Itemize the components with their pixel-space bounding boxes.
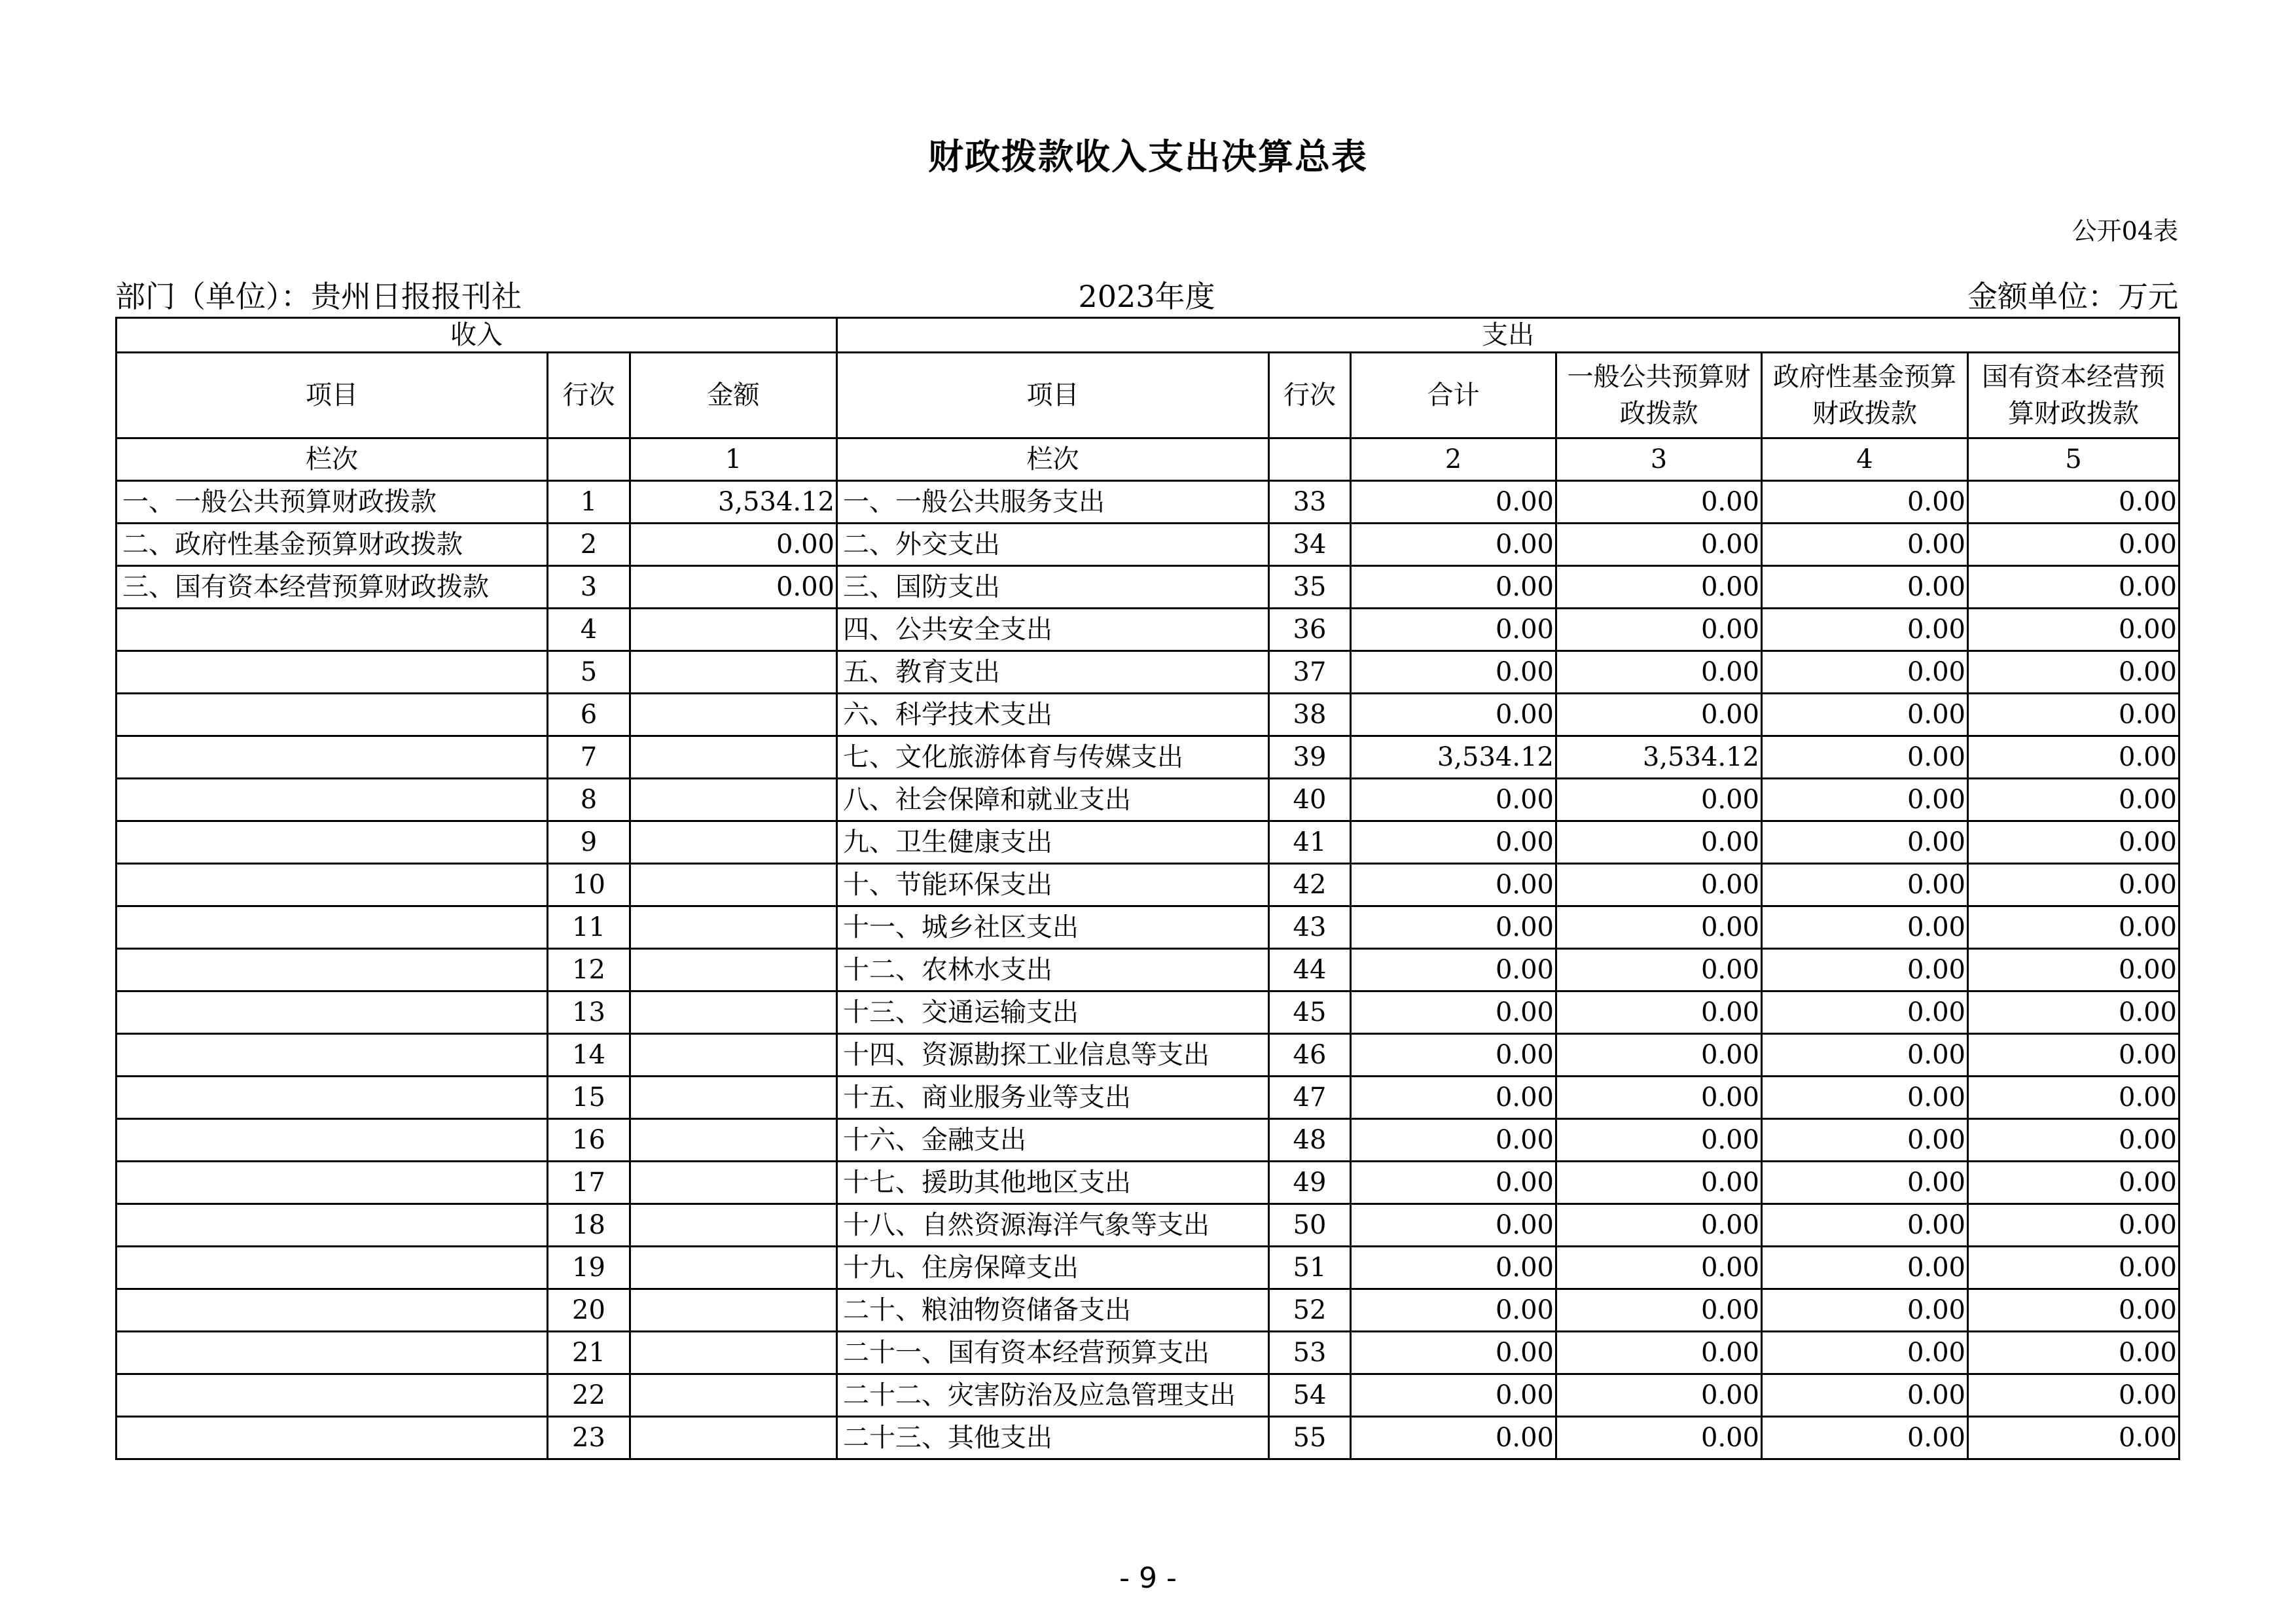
expense-item-cell: 十七、援助其他地区支出 <box>837 1162 1269 1204</box>
fund-budget-cell: 0.00 <box>1762 1289 1968 1332</box>
state-capital-cell: 0.00 <box>1968 651 2179 694</box>
income-item-cell <box>117 1332 548 1374</box>
income-amount-cell <box>630 1374 837 1417</box>
table-row <box>117 1417 2179 1459</box>
state-capital-cell: 0.00 <box>1968 1417 2179 1459</box>
appropriation-table <box>115 317 2180 1460</box>
fund-budget-cell: 0.00 <box>1762 821 1968 864</box>
state-capital-cell: 0.00 <box>1968 524 2179 566</box>
expense-line-cell: 46 <box>1269 1034 1351 1077</box>
income-amount-cell <box>630 1119 837 1162</box>
total-cell: 0.00 <box>1351 1119 1556 1162</box>
income-line-cell: 3 <box>548 566 630 609</box>
general-budget-cell: 0.00 <box>1556 949 1762 991</box>
income-item-cell <box>117 1162 548 1204</box>
expense-item-cell: 二十一、国有资本经营预算支出 <box>837 1332 1269 1374</box>
general-budget-cell: 0.00 <box>1556 1077 1762 1119</box>
table-row <box>117 864 2179 906</box>
general-budget-cell: 0.00 <box>1556 991 1762 1034</box>
table-row <box>117 779 2179 821</box>
general-budget-header: 一般公共预算财政拨款 <box>1556 353 1762 438</box>
income-line-cell: 23 <box>548 1417 630 1459</box>
table-row <box>117 1289 2179 1332</box>
general-budget-cell: 0.00 <box>1556 779 1762 821</box>
fund-budget-cell: 0.00 <box>1762 779 1968 821</box>
expense-item-cell: 八、社会保障和就业支出 <box>837 779 1269 821</box>
section-header-row <box>117 318 2179 353</box>
column-number: 2 <box>1351 438 1556 481</box>
fund-budget-header: 政府性基金预算财政拨款 <box>1762 353 1968 438</box>
fund-budget-cell: 0.00 <box>1762 949 1968 991</box>
income-item-cell <box>117 821 548 864</box>
total-cell: 0.00 <box>1351 1332 1556 1374</box>
income-line-cell: 17 <box>548 1162 630 1204</box>
income-amount-cell: 0.00 <box>630 524 837 566</box>
income-item-cell <box>117 1034 548 1077</box>
expense-line-header: 行次 <box>1269 353 1351 438</box>
income-line-cell: 15 <box>548 1077 630 1119</box>
table-row <box>117 1119 2179 1162</box>
fund-budget-cell: 0.00 <box>1762 566 1968 609</box>
expense-line-cell: 37 <box>1269 651 1351 694</box>
expense-line-cell: 48 <box>1269 1119 1351 1162</box>
income-line-cell: 5 <box>548 651 630 694</box>
expense-line-cell: 42 <box>1269 864 1351 906</box>
state-capital-cell: 0.00 <box>1968 1247 2179 1289</box>
expense-line-cell: 34 <box>1269 524 1351 566</box>
income-line-cell: 6 <box>548 694 630 736</box>
column-blank <box>1269 438 1351 481</box>
state-capital-cell: 0.00 <box>1968 1034 2179 1077</box>
fund-budget-cell: 0.00 <box>1762 991 1968 1034</box>
fund-budget-cell: 0.00 <box>1762 1247 1968 1289</box>
fund-budget-cell: 0.00 <box>1762 864 1968 906</box>
state-capital-cell: 0.00 <box>1968 1162 2179 1204</box>
expense-line-cell: 38 <box>1269 694 1351 736</box>
income-amount-cell <box>630 1034 837 1077</box>
income-amount-cell: 3,534.12 <box>630 481 837 524</box>
expense-item-cell: 五、教育支出 <box>837 651 1269 694</box>
column-number: 1 <box>630 438 837 481</box>
table-row <box>117 1247 2179 1289</box>
total-cell: 0.00 <box>1351 1077 1556 1119</box>
fund-budget-cell: 0.00 <box>1762 651 1968 694</box>
income-item-cell <box>117 736 548 779</box>
fund-budget-cell: 0.00 <box>1762 736 1968 779</box>
state-capital-cell: 0.00 <box>1968 821 2179 864</box>
income-item-cell: 三、国有资本经营预算财政拨款 <box>117 566 548 609</box>
state-capital-cell: 0.00 <box>1968 1332 2179 1374</box>
expense-item-cell: 一、一般公共服务支出 <box>837 481 1269 524</box>
column-label: 栏次 <box>117 438 548 481</box>
total-cell: 0.00 <box>1351 481 1556 524</box>
income-amount-cell <box>630 694 837 736</box>
income-item-cell <box>117 1417 548 1459</box>
state-capital-cell: 0.00 <box>1968 1077 2179 1119</box>
income-amount-cell <box>630 821 837 864</box>
income-amount-cell <box>630 1247 837 1289</box>
total-header: 合计 <box>1351 353 1556 438</box>
column-label: 栏次 <box>837 438 1269 481</box>
expense-line-cell: 52 <box>1269 1289 1351 1332</box>
state-capital-cell: 0.00 <box>1968 949 2179 991</box>
fund-budget-cell: 0.00 <box>1762 1034 1968 1077</box>
column-number: 5 <box>1968 438 2179 481</box>
table-row <box>117 821 2179 864</box>
column-header-row <box>117 353 2179 438</box>
expense-line-cell: 47 <box>1269 1077 1351 1119</box>
column-number: 3 <box>1556 438 1762 481</box>
income-item-cell <box>117 1289 548 1332</box>
income-line-cell: 10 <box>548 864 630 906</box>
expense-line-cell: 54 <box>1269 1374 1351 1417</box>
expense-item-cell: 十三、交通运输支出 <box>837 991 1269 1034</box>
table-row <box>117 1077 2179 1119</box>
table-row <box>117 1162 2179 1204</box>
income-item-cell <box>117 906 548 949</box>
general-budget-cell: 0.00 <box>1556 1332 1762 1374</box>
expense-line-cell: 41 <box>1269 821 1351 864</box>
total-cell: 0.00 <box>1351 566 1556 609</box>
state-capital-cell: 0.00 <box>1968 906 2179 949</box>
income-line-cell: 13 <box>548 991 630 1034</box>
expense-line-cell: 39 <box>1269 736 1351 779</box>
total-cell: 0.00 <box>1351 864 1556 906</box>
expense-item-header: 项目 <box>837 353 1269 438</box>
table-row <box>117 524 2179 566</box>
income-item-cell <box>117 1077 548 1119</box>
total-cell: 0.00 <box>1351 1162 1556 1204</box>
fund-budget-cell: 0.00 <box>1762 1332 1968 1374</box>
income-section-header: 收入 <box>117 318 837 353</box>
income-amount-cell: 0.00 <box>630 566 837 609</box>
department-label: 部门（单位）：贵州日报报刊社 <box>115 279 522 314</box>
expense-line-cell: 51 <box>1269 1247 1351 1289</box>
income-amount-cell <box>630 1289 837 1332</box>
total-cell: 0.00 <box>1351 991 1556 1034</box>
expense-section-header: 支出 <box>837 318 2179 353</box>
expense-line-cell: 36 <box>1269 609 1351 651</box>
general-budget-cell: 0.00 <box>1556 524 1762 566</box>
expense-line-cell: 44 <box>1269 949 1351 991</box>
income-line-cell: 1 <box>548 481 630 524</box>
state-capital-cell: 0.00 <box>1968 694 2179 736</box>
income-item-cell <box>117 609 548 651</box>
expense-line-cell: 40 <box>1269 779 1351 821</box>
income-item-cell <box>117 1119 548 1162</box>
income-item-cell <box>117 1247 548 1289</box>
expense-line-cell: 53 <box>1269 1332 1351 1374</box>
income-line-cell: 11 <box>548 906 630 949</box>
expense-line-cell: 45 <box>1269 991 1351 1034</box>
column-number-row <box>117 438 2179 481</box>
table-row <box>117 566 2179 609</box>
general-budget-cell: 0.00 <box>1556 481 1762 524</box>
income-line-cell: 20 <box>548 1289 630 1332</box>
total-cell: 0.00 <box>1351 1034 1556 1077</box>
income-line-cell: 21 <box>548 1332 630 1374</box>
general-budget-cell: 0.00 <box>1556 566 1762 609</box>
column-blank <box>548 438 630 481</box>
income-item-cell: 一、一般公共预算财政拨款 <box>117 481 548 524</box>
state-capital-cell: 0.00 <box>1968 481 2179 524</box>
total-cell: 0.00 <box>1351 1247 1556 1289</box>
income-line-cell: 22 <box>548 1374 630 1417</box>
fund-budget-cell: 0.00 <box>1762 1204 1968 1247</box>
income-line-cell: 7 <box>548 736 630 779</box>
income-item-cell <box>117 949 548 991</box>
general-budget-cell: 0.00 <box>1556 864 1762 906</box>
expense-line-cell: 35 <box>1269 566 1351 609</box>
general-budget-cell: 0.00 <box>1556 1119 1762 1162</box>
income-amount-cell <box>630 1332 837 1374</box>
expense-item-cell: 二十三、其他支出 <box>837 1417 1269 1459</box>
total-cell: 0.00 <box>1351 821 1556 864</box>
total-cell: 0.00 <box>1351 1289 1556 1332</box>
expense-item-cell: 十五、商业服务业等支出 <box>837 1077 1269 1119</box>
general-budget-cell: 0.00 <box>1556 694 1762 736</box>
income-item-cell: 二、政府性基金预算财政拨款 <box>117 524 548 566</box>
fund-budget-cell: 0.00 <box>1762 906 1968 949</box>
expense-line-cell: 55 <box>1269 1417 1351 1459</box>
expense-item-cell: 二十、粮油物资储备支出 <box>837 1289 1269 1332</box>
table-row <box>117 906 2179 949</box>
income-item-cell <box>117 1374 548 1417</box>
table-body <box>117 481 2179 1459</box>
state-capital-cell: 0.00 <box>1968 779 2179 821</box>
expense-line-cell: 43 <box>1269 906 1351 949</box>
expense-item-cell: 十八、自然资源海洋气象等支出 <box>837 1204 1269 1247</box>
state-capital-cell: 0.00 <box>1968 1289 2179 1332</box>
expense-item-cell: 二、外交支出 <box>837 524 1269 566</box>
expense-item-cell: 六、科学技术支出 <box>837 694 1269 736</box>
income-item-cell <box>117 991 548 1034</box>
general-budget-cell: 3,534.12 <box>1556 736 1762 779</box>
table-row <box>117 481 2179 524</box>
general-budget-cell: 0.00 <box>1556 1374 1762 1417</box>
total-cell: 0.00 <box>1351 949 1556 991</box>
income-line-cell: 12 <box>548 949 630 991</box>
income-line-cell: 4 <box>548 609 630 651</box>
income-item-cell <box>117 864 548 906</box>
income-line-cell: 2 <box>548 524 630 566</box>
income-item-header: 项目 <box>117 353 548 438</box>
fund-budget-cell: 0.00 <box>1762 524 1968 566</box>
expense-item-cell: 十二、农林水支出 <box>837 949 1269 991</box>
income-amount-cell <box>630 1162 837 1204</box>
expense-item-cell: 十、节能环保支出 <box>837 864 1269 906</box>
total-cell: 0.00 <box>1351 694 1556 736</box>
state-capital-cell: 0.00 <box>1968 1204 2179 1247</box>
general-budget-cell: 0.00 <box>1556 1417 1762 1459</box>
meta-row <box>115 274 2178 319</box>
expense-item-cell: 十一、城乡社区支出 <box>837 906 1269 949</box>
expense-item-cell: 九、卫生健康支出 <box>837 821 1269 864</box>
income-amount-cell <box>630 779 837 821</box>
income-amount-cell <box>630 1077 837 1119</box>
income-line-cell: 19 <box>548 1247 630 1289</box>
total-cell: 0.00 <box>1351 651 1556 694</box>
state-capital-cell: 0.00 <box>1968 609 2179 651</box>
expense-line-cell: 49 <box>1269 1162 1351 1204</box>
state-capital-cell: 0.00 <box>1968 1374 2179 1417</box>
state-capital-cell: 0.00 <box>1968 736 2179 779</box>
expense-item-cell: 七、文化旅游体育与传媒支出 <box>837 736 1269 779</box>
total-cell: 3,534.12 <box>1351 736 1556 779</box>
expense-item-cell: 四、公共安全支出 <box>837 609 1269 651</box>
page-number: - 9 - <box>1119 1561 1177 1595</box>
expense-item-cell: 二十二、灾害防治及应急管理支出 <box>837 1374 1269 1417</box>
income-amount-cell <box>630 609 837 651</box>
fund-budget-cell: 0.00 <box>1762 481 1968 524</box>
income-amount-cell <box>630 991 837 1034</box>
total-cell: 0.00 <box>1351 779 1556 821</box>
state-capital-cell: 0.00 <box>1968 991 2179 1034</box>
income-line-cell: 14 <box>548 1034 630 1077</box>
table-row <box>117 1374 2179 1417</box>
income-line-cell: 9 <box>548 821 630 864</box>
total-cell: 0.00 <box>1351 1374 1556 1417</box>
table-row <box>117 1204 2179 1247</box>
table-row <box>117 651 2179 694</box>
income-item-cell <box>117 651 548 694</box>
income-line-cell: 16 <box>548 1119 630 1162</box>
total-cell: 0.00 <box>1351 1417 1556 1459</box>
state-capital-header: 国有资本经营预算财政拨款 <box>1968 353 2179 438</box>
table-row <box>117 949 2179 991</box>
expense-line-cell: 33 <box>1269 481 1351 524</box>
income-amount-cell <box>630 1417 837 1459</box>
income-amount-cell <box>630 651 837 694</box>
expense-line-cell: 50 <box>1269 1204 1351 1247</box>
page-title: 财政拨款收入支出决算总表 <box>928 136 1368 177</box>
state-capital-cell: 0.00 <box>1968 864 2179 906</box>
total-cell: 0.00 <box>1351 906 1556 949</box>
table-row <box>117 1034 2179 1077</box>
form-code: 公开04表 <box>2072 217 2178 245</box>
income-item-cell <box>117 694 548 736</box>
income-amount-cell <box>630 949 837 991</box>
income-amount-cell <box>630 906 837 949</box>
general-budget-cell: 0.00 <box>1556 821 1762 864</box>
income-amount-cell <box>630 736 837 779</box>
fund-budget-cell: 0.00 <box>1762 1162 1968 1204</box>
general-budget-cell: 0.00 <box>1556 1247 1762 1289</box>
state-capital-cell: 0.00 <box>1968 566 2179 609</box>
expense-item-cell: 十六、金融支出 <box>837 1119 1269 1162</box>
income-item-cell <box>117 779 548 821</box>
general-budget-cell: 0.00 <box>1556 609 1762 651</box>
state-capital-cell: 0.00 <box>1968 1119 2179 1162</box>
fund-budget-cell: 0.00 <box>1762 1119 1968 1162</box>
fiscal-year: 2023年度 <box>1078 279 1215 314</box>
table-row <box>117 991 2179 1034</box>
amount-unit: 金额单位：万元 <box>1967 279 2178 314</box>
total-cell: 0.00 <box>1351 609 1556 651</box>
fund-budget-cell: 0.00 <box>1762 694 1968 736</box>
income-line-header: 行次 <box>548 353 630 438</box>
table-row <box>117 736 2179 779</box>
general-budget-cell: 0.00 <box>1556 906 1762 949</box>
table-row <box>117 609 2179 651</box>
general-budget-cell: 0.00 <box>1556 1204 1762 1247</box>
fund-budget-cell: 0.00 <box>1762 1374 1968 1417</box>
general-budget-cell: 0.00 <box>1556 1289 1762 1332</box>
fund-budget-cell: 0.00 <box>1762 1077 1968 1119</box>
general-budget-cell: 0.00 <box>1556 1034 1762 1077</box>
expense-item-cell: 十九、住房保障支出 <box>837 1247 1269 1289</box>
fund-budget-cell: 0.00 <box>1762 609 1968 651</box>
total-cell: 0.00 <box>1351 1204 1556 1247</box>
income-line-cell: 8 <box>548 779 630 821</box>
table-row <box>117 694 2179 736</box>
expense-item-cell: 十四、资源勘探工业信息等支出 <box>837 1034 1269 1077</box>
general-budget-cell: 0.00 <box>1556 1162 1762 1204</box>
income-amount-cell <box>630 864 837 906</box>
income-amount-cell <box>630 1204 837 1247</box>
table-row <box>117 1332 2179 1374</box>
income-item-cell <box>117 1204 548 1247</box>
fund-budget-cell: 0.00 <box>1762 1417 1968 1459</box>
total-cell: 0.00 <box>1351 524 1556 566</box>
income-amount-header: 金额 <box>630 353 837 438</box>
general-budget-cell: 0.00 <box>1556 651 1762 694</box>
income-line-cell: 18 <box>548 1204 630 1247</box>
expense-item-cell: 三、国防支出 <box>837 566 1269 609</box>
column-number: 4 <box>1762 438 1968 481</box>
